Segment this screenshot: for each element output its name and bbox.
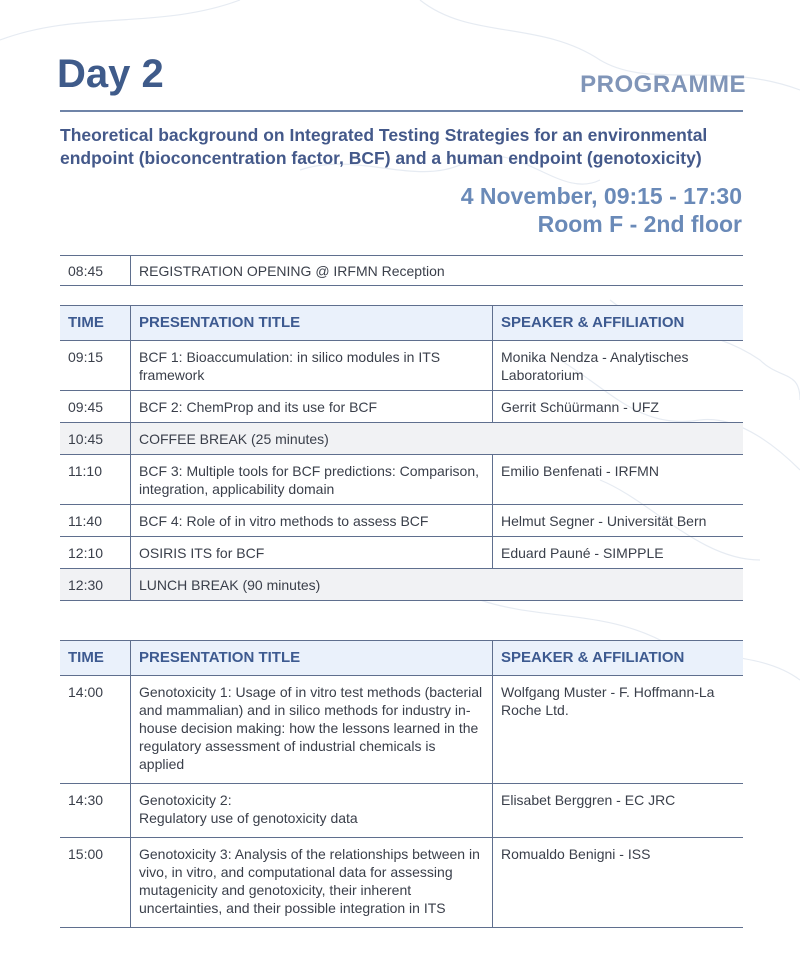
row-title: BCF 4: Role of in vitro methods to assess BCF: [131, 505, 493, 537]
registration-row: [60, 256, 743, 286]
row-title-line1: Genotoxicity 2:: [139, 792, 232, 808]
registration-title: REGISTRATION OPENING @ IRFMN Reception: [131, 256, 744, 286]
session-subtitle: Theoretical background on Integrated Testing Strategies for an environmental endpoint (bioconcentration factor, BCF) and a human endpoint (genotoxicity): [60, 125, 708, 168]
row-speaker: Gerrit Schüürmann - UFZ: [493, 391, 744, 423]
column-header-speaker: SPEAKER & AFFILIATION: [493, 641, 744, 676]
bcf-session-table: [60, 305, 743, 601]
break-label: LUNCH BREAK (90 minutes): [131, 569, 744, 601]
column-header-time: TIME: [60, 641, 131, 676]
column-header-time: TIME: [60, 306, 131, 341]
column-header-title: PRESENTATION TITLE: [131, 306, 493, 341]
table-row: [60, 455, 743, 505]
row-time: 10:45: [60, 423, 131, 455]
row-time: 12:10: [60, 537, 131, 569]
table-row: [60, 391, 743, 423]
row-time: 11:10: [60, 455, 131, 505]
row-title-line2: Regulatory use of genotoxicity data: [139, 810, 358, 826]
registration-time: 08:45: [60, 256, 131, 286]
row-title: BCF 1: Bioaccumulation: in silico modules in ITS framework: [131, 341, 493, 391]
row-speaker: Elisabet Berggren - EC JRC: [493, 784, 744, 838]
row-time: 09:45: [60, 391, 131, 423]
header-divider: [60, 110, 743, 112]
table-row: [60, 505, 743, 537]
row-title: BCF 3: Multiple tools for BCF predictions: Comparison, integration, applicability domain: [131, 455, 493, 505]
row-time: 11:40: [60, 505, 131, 537]
row-speaker: Helmut Segner - Universität Bern: [493, 505, 744, 537]
row-time: 12:30: [60, 569, 131, 601]
registration-table: [60, 255, 743, 286]
row-time: 14:30: [60, 784, 131, 838]
table-row: [60, 676, 743, 784]
row-speaker: Emilio Benfenati - IRFMN: [493, 455, 744, 505]
table-header-row: [60, 641, 743, 676]
row-speaker: Eduard Pauné - SIMPPLE: [493, 537, 744, 569]
row-title: BCF 2: ChemProp and its use for BCF: [131, 391, 493, 423]
row-speaker: Romualdo Benigni - ISS: [493, 838, 744, 928]
table-row: [60, 784, 743, 838]
table-row: [60, 341, 743, 391]
row-speaker: Wolfgang Muster - F. Hoffmann-La Roche Ltd.: [493, 676, 744, 784]
event-date-time: 4 November, 09:15 - 17:30: [460, 183, 742, 209]
table-row: [60, 838, 743, 928]
row-time: 14:00: [60, 676, 131, 784]
row-time: 09:15: [60, 341, 131, 391]
coffee-break-row: [60, 423, 743, 455]
row-title: [131, 784, 493, 838]
break-label: COFFEE BREAK (25 minutes): [131, 423, 744, 455]
programme-label: PROGRAMME: [580, 71, 746, 98]
event-room: Room F - 2nd floor: [537, 211, 742, 237]
row-title: Genotoxicity 3: Analysis of the relationships between in vivo, in vitro, and computational data for assessing mutagenicity and genotoxicity, their inherent uncertainties, and their possible integration in ITS: [131, 838, 493, 928]
row-title: OSIRIS ITS for BCF: [131, 537, 493, 569]
table-row: [60, 537, 743, 569]
row-speaker: Monika Nendza - Analytisches Laboratorium: [493, 341, 744, 391]
row-time: 15:00: [60, 838, 131, 928]
genotoxicity-session-table: [60, 640, 743, 928]
day-title: Day 2: [57, 52, 164, 96]
table-header-row: [60, 306, 743, 341]
lunch-break-row: [60, 569, 743, 601]
column-header-speaker: SPEAKER & AFFILIATION: [493, 306, 744, 341]
row-title: Genotoxicity 1: Usage of in vitro test methods (bacterial and mammalian) and in silico methods for industry in-house decision making: how the lessons learned in the regulatory assessment of industrial chemicals is applied: [131, 676, 493, 784]
column-header-title: PRESENTATION TITLE: [131, 641, 493, 676]
